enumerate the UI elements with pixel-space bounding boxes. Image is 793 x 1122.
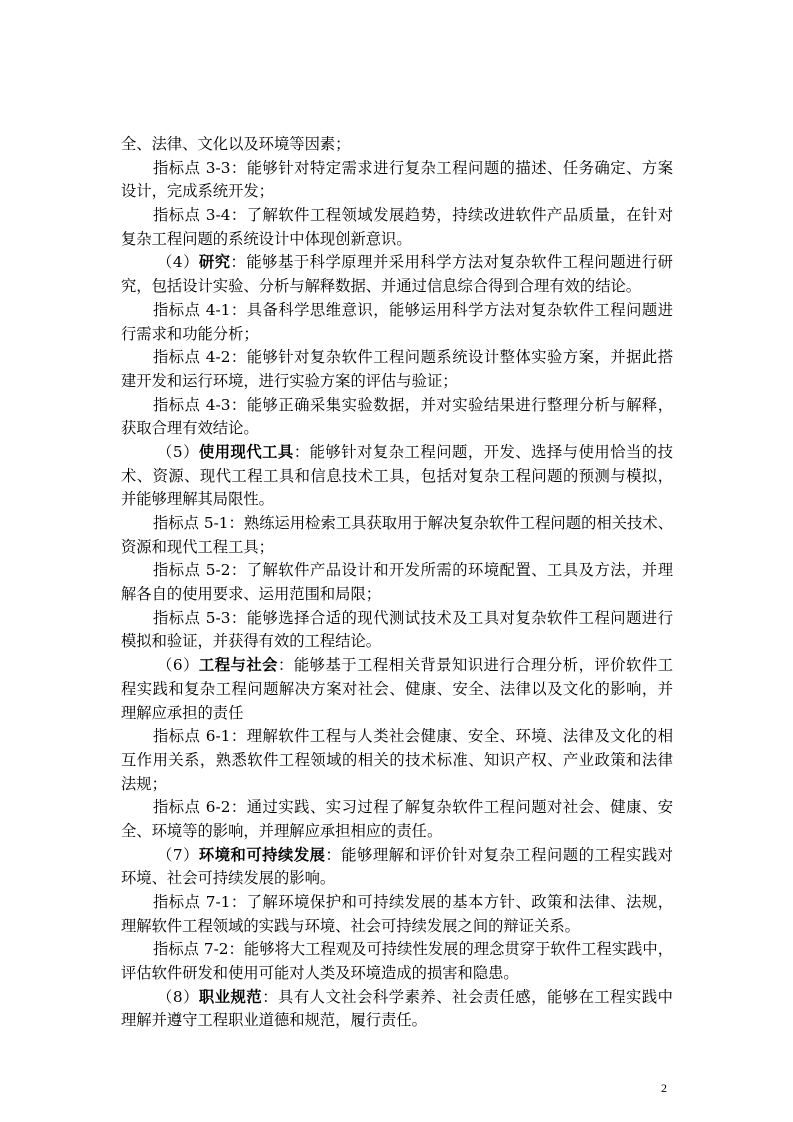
- indicator-line: [121, 204, 673, 228]
- section-heading-line: [121, 986, 673, 1010]
- text-run: 程实践和复杂工程问题解决方案对社会、健康、安全、法律以及文化的影响，并: [121, 679, 673, 698]
- indicator-line: [121, 299, 673, 323]
- text-run: 评估软件研发和使用可能对人类及环境造成的损害和隐患。: [121, 964, 519, 983]
- text-line: [121, 465, 673, 489]
- indicator-line: [121, 607, 673, 631]
- text-line: [121, 867, 673, 891]
- text-run: （5）: [157, 442, 199, 461]
- text-line: [121, 820, 673, 844]
- text-run: 复杂工程问题的系统设计中体现创新意识。: [121, 229, 412, 248]
- section-heading-line: [121, 654, 673, 678]
- text-run: 互作用关系，熟悉软件工程领域的相关的技术标准、知识产权、产业政策和法律: [121, 750, 673, 769]
- text-run: （8）: [157, 987, 199, 1006]
- text-line: [121, 583, 673, 607]
- text-run: 指标点 4-2：能够针对复杂软件工程问题系统设计整体实验方案，并据此搭: [153, 348, 673, 367]
- text-run: 术、资源、现代工程工具和信息技术工具，包括对复杂工程问题的预测与模拟，: [121, 466, 673, 485]
- text-run: ：能够基于科学原理并采用科学方法对复杂软件工程问题进行研: [230, 253, 673, 272]
- text-run: 指标点 5-1：熟练运用检索工具获取用于解决复杂软件工程问题的相关技术、: [153, 514, 673, 532]
- text-run: 指标点 4-1：具备科学思维意识，能够运用科学方法对复杂软件工程问题进: [153, 300, 673, 319]
- text-run: 指标点 5-2：了解软件产品设计和开发所需的环境配置、工具及方法，并理: [153, 561, 673, 580]
- text-run: ：具有人文社会科学素养、社会责任感，能够在工程实践中: [262, 987, 673, 1006]
- text-line: [121, 702, 673, 726]
- text-line: [121, 180, 673, 204]
- section-title: 环境和可持续发展: [198, 845, 326, 864]
- text-run: 建开发和运行环境，进行实验方案的评估与验证；: [121, 371, 458, 390]
- text-run: ：能够理解和评价针对复杂工程问题的工程实践对: [325, 845, 673, 864]
- text-line: [121, 275, 673, 299]
- page-number: 2: [661, 1081, 667, 1095]
- text-run: 指标点 3-3：能够针对特定需求进行复杂工程问题的描述、任务确定、方案: [153, 158, 673, 177]
- text-run: 指标点 6-2：通过实践、实习过程了解复杂软件工程问题对社会、健康、安: [153, 798, 673, 817]
- text-run: 指标点 5-3：能够选择合适的现代测试技术及工具对复杂软件工程问题进行: [153, 608, 673, 627]
- text-run: 究，包括设计实验、分析与解释数据、并通过信息综合得到合理有效的结论。: [121, 277, 642, 296]
- text-line: [121, 488, 673, 512]
- text-line: [121, 323, 673, 347]
- text-run: 理解软件工程领域的实践与环境、社会可持续发展之间的辩证关系。: [121, 916, 580, 935]
- text-line: [121, 417, 673, 441]
- text-run: 行需求和功能分析；: [121, 324, 259, 343]
- indicator-line: [121, 512, 673, 536]
- text-run: 理解并遵守工程职业道德和规范，履行责任。: [121, 1011, 427, 1030]
- text-run: ：能够基于工程相关背景知识进行合理分析，评价软件工: [278, 656, 673, 675]
- text-run: （7）: [157, 845, 199, 864]
- document-body: [121, 133, 673, 1033]
- text-run: 全、环境等的影响，并理解应承担相应的责任。: [121, 821, 443, 840]
- text-line: [121, 773, 673, 797]
- section-heading-line: [121, 251, 673, 275]
- text-run: 获取合理有效结论。: [121, 419, 259, 438]
- indicator-line: [121, 891, 673, 915]
- text-run: 设计，完成系统开发；: [121, 182, 274, 201]
- indicator-line: [121, 346, 673, 370]
- text-run: 理解应承担的责任: [121, 703, 244, 722]
- text-line: [121, 133, 673, 157]
- text-run: 资源和现代工程工具；: [121, 537, 274, 556]
- indicator-line: [121, 394, 673, 418]
- text-line: [121, 678, 673, 702]
- text-line: [121, 915, 673, 939]
- text-run: （4）: [157, 253, 199, 272]
- text-run: 指标点 7-2：能够将大工程观及可持续性发展的理念贯穿于软件工程实践中，: [153, 940, 673, 959]
- indicator-line: [121, 938, 673, 962]
- section-title: 职业规范: [198, 987, 263, 1006]
- text-line: [121, 228, 673, 252]
- indicator-line: [121, 796, 673, 820]
- section-heading-line: [121, 441, 673, 465]
- text-run: 指标点 4-3：能够正确采集实验数据，并对实验结果进行整理分析与解释，: [153, 395, 673, 414]
- text-run: 模拟和验证，并获得有效的工程结论。: [121, 632, 382, 651]
- text-line: [121, 749, 673, 773]
- text-line: [121, 630, 673, 654]
- section-title: 研究: [198, 253, 231, 272]
- text-run: 全、法律、文化以及环境等因素；: [121, 135, 351, 153]
- text-line: [121, 1009, 673, 1033]
- section-title: 使用现代工具: [198, 442, 294, 461]
- text-run: 指标点 6-1：理解软件工程与人类社会健康、安全、环境、法律及文化的相: [153, 727, 673, 746]
- text-run: 法规；: [121, 774, 167, 793]
- indicator-line: [121, 725, 673, 749]
- text-line: [121, 536, 673, 560]
- text-run: 指标点 7-1：了解环境保护和可持续发展的基本方针、政策和法律、法规，: [153, 893, 673, 911]
- text-run: （6）: [157, 656, 199, 675]
- indicator-line: [121, 559, 673, 583]
- section-title: 工程与社会: [198, 656, 279, 675]
- text-run: 并能够理解其局限性。: [121, 490, 274, 509]
- text-line: [121, 370, 673, 394]
- text-run: 指标点 3-4：了解软件工程领域发展趋势，持续改进软件产品质量，在针对: [153, 206, 673, 225]
- section-heading-line: [121, 844, 673, 868]
- text-run: 环境、社会可持续发展的影响。: [121, 869, 336, 888]
- text-line: [121, 962, 673, 986]
- text-run: ：能够针对复杂工程问题，开发、选择与使用恰当的技: [293, 442, 673, 461]
- text-run: 解各自的使用要求、运用范围和局限；: [121, 585, 382, 604]
- indicator-line: [121, 157, 673, 181]
